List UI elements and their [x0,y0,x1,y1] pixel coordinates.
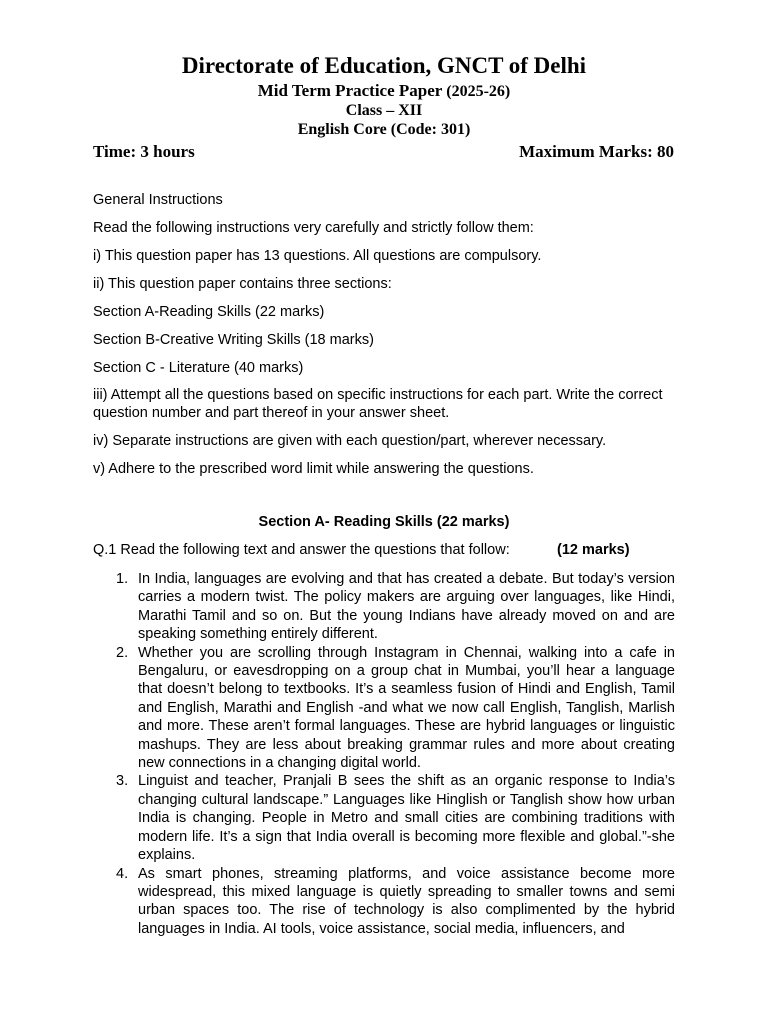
instructions-lead: Read the following instructions very carefully and strictly follow them: [93,220,534,236]
org-title: Directorate of Education, GNCT of Delhi [181,53,587,78]
passage-paragraph [116,570,675,644]
instruction-item: Section C - Literature (40 marks) [93,360,304,376]
passage-paragraph [116,644,675,773]
time-label: Time: 3 hours [93,142,195,161]
paragraph-text: As smart phones, streaming platforms, and voice assistance become more widespread, this mixed language is quietly spreading to smaller towns and semi urban spaces too. The rise of technology is also complimented by the hybrid languages in India. AI tools, voice assistance, social media, influencers, and [138,865,675,937]
paper-name: Mid Term Practice Paper [257,81,443,100]
paragraph-text: Whether you are scrolling through Instagram in Chennai, walking into a cafe in Bengaluru, or eavesdropping on a group chat in Mumbai, you’ll hear a language that doesn’t belong to textbooks. It’s a seamless fusion of Hindi and English, Tamil and English, Marathi and English -and what we now call English, Tanglish, Marlish and more. These aren’t formal languages. These are hybrid languages or linguistic mashups. They are less about breaking grammar rules and more about creating new connections in a changing digital world. [138,644,675,772]
instruction-item: iv) Separate instructions are given with each question/part, wherever necessary. [93,433,607,449]
max-marks-label: Maximum Marks: 80 [519,142,674,161]
passage-paragraph [116,772,675,864]
instruction-item: iii) Attempt all the questions based on specific instructions for each part. Write the correct question number and part thereof in your answer sheet. [93,387,663,421]
paper-title [0,81,768,101]
paragraph-number: 1. [116,571,129,587]
instruction-item: Section B-Creative Writing Skills (18 marks) [93,332,374,348]
paragraph-number: 2. [116,644,129,661]
instruction-item: ii) This question paper contains three sections: [93,276,392,292]
question-1-text: Q.1 Read the following text and answer the questions that follow: [93,542,510,558]
paragraph-text: Linguist and teacher, Pranjali B sees the shift as an organic response to India’s changing cultural landscape.” Languages like Hinglish or Tanglish show how urban India is changing. People in Metro and small cities are combining traditions with modern life. It’s a sign that India overall is becoming more flexible and global.”-she explains. [138,773,675,864]
section-a-heading: Section A- Reading Skills (22 marks) [258,514,510,530]
paper-year: (2025-26) [446,83,511,100]
instruction-item: Section A-Reading Skills (22 marks) [93,304,325,320]
question-1-marks: (12 marks) [557,542,630,558]
instruction-item: v) Adhere to the prescribed word limit while answering the questions. [93,461,534,477]
subject-label: English Core (Code: 301) [297,121,471,138]
passage-paragraph [116,865,675,939]
paragraph-text: In India, languages are evolving and that has created a debate. But today’s version carries a modern twist. The policy makers are arguing over languages, like Hindi, Marathi Tamil and so on. But the young Indians have already moved on and are speaking something entirely different. [138,571,675,643]
paragraph-number: 4. [116,865,129,882]
instruction-item: i) This question paper has 13 questions. All questions are compulsory. [93,248,542,264]
instructions-heading: General Instructions [93,192,223,208]
passage-list [116,570,675,938]
paragraph-number: 3. [116,773,129,790]
class-label: Class – XII [345,102,423,119]
